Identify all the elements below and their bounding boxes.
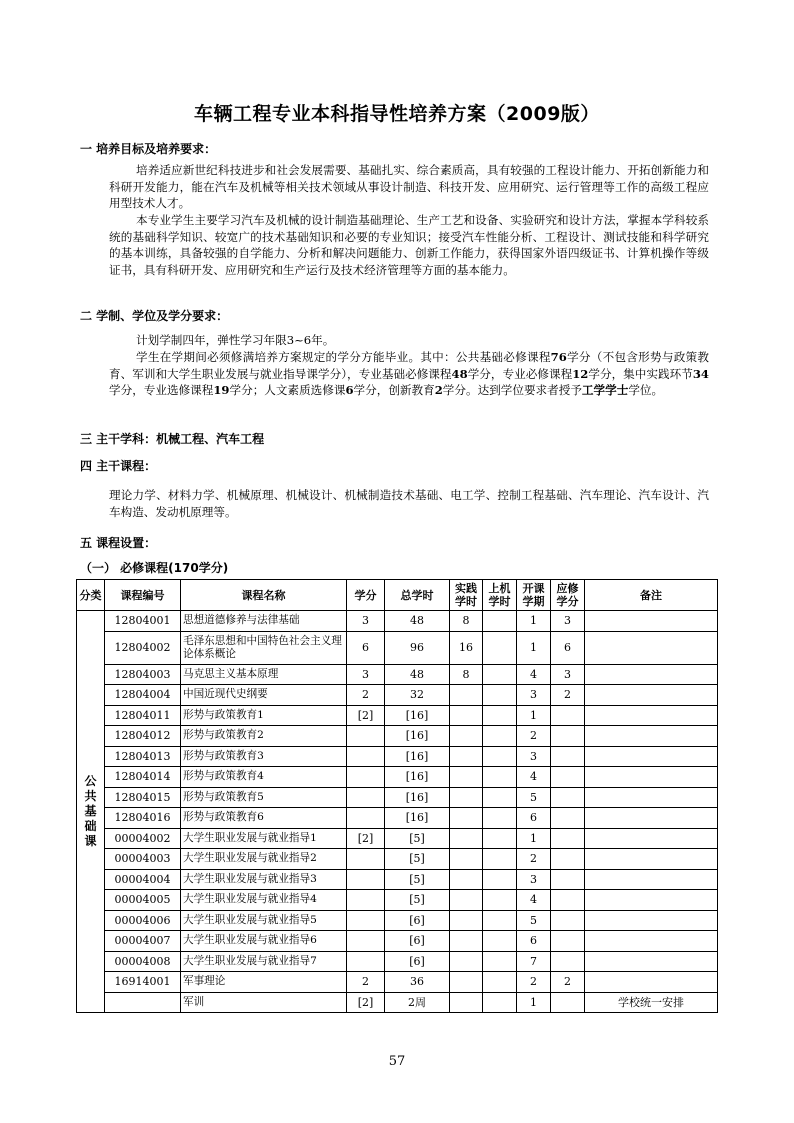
- cell-semester: 2: [517, 726, 551, 747]
- cell-code: [105, 992, 181, 1013]
- cell-remark: [585, 787, 718, 808]
- cell-name: 军训: [181, 992, 347, 1013]
- cell-semester: 3: [517, 869, 551, 890]
- cell-name: 思想道德修养与法律基础: [181, 611, 347, 632]
- cell-credits: [347, 931, 385, 952]
- cell-code: 12804016: [105, 808, 181, 829]
- cell-due: 6: [551, 631, 585, 664]
- cell-code: 12804013: [105, 746, 181, 767]
- cell-due: [551, 767, 585, 788]
- cell-code: 00004008: [105, 951, 181, 972]
- cell-name: 形势与政策教育1: [181, 705, 347, 726]
- cell-semester: 1: [517, 992, 551, 1013]
- cell-name: 形势与政策教育2: [181, 726, 347, 747]
- cell-practice: [450, 808, 483, 829]
- cell-due: [551, 705, 585, 726]
- cell-remark: [585, 685, 718, 706]
- cell-semester: 1: [517, 631, 551, 664]
- table-row: [77, 890, 718, 911]
- cell-remark: [585, 726, 718, 747]
- cell-computer: [483, 787, 517, 808]
- cell-remark: [585, 849, 718, 870]
- category-cell: [77, 611, 105, 1013]
- cell-credits: [347, 746, 385, 767]
- cell-code: 00004003: [105, 849, 181, 870]
- cell-name: 大学生职业发展与就业指导2: [181, 849, 347, 870]
- table-row: [77, 631, 718, 664]
- cell-credits: [2]: [347, 828, 385, 849]
- cell-practice: 16: [450, 631, 483, 664]
- section-2-paragraph-1: 计划学制四年，弹性学习年限3~6年。: [136, 333, 335, 347]
- header-practice-hours: 实践 学时: [450, 580, 483, 611]
- header-remark: 备注: [585, 580, 718, 611]
- table-row: [77, 951, 718, 972]
- cell-credits: [347, 726, 385, 747]
- section-1-paragraph-2: 本专业学生主要学习汽车及机械的设计制造基础理论、生产工艺和设备、实验研究和设计方法，掌握本学科较系统的基础科学知识、较宽广的技术基础知识和必要的专业知识；接受汽车性能分析、工程设计、测试技能和科学研究的基本训练，具备较强的自学能力、分析和解决问题能力、创新工作能力，获得国家外语四级证书、计算机操作等级证书，具有科研开发、应用研究和生产运行及技术经济管理等方面的基本能力。: [109, 213, 709, 277]
- cell-semester: 6: [517, 931, 551, 952]
- cell-name: 军事理论: [181, 972, 347, 993]
- cell-computer: [483, 726, 517, 747]
- cell-computer: [483, 685, 517, 706]
- table-row: [77, 931, 718, 952]
- cell-due: [551, 951, 585, 972]
- cell-credits: [347, 869, 385, 890]
- cell-remark: [585, 828, 718, 849]
- cell-semester: 7: [517, 951, 551, 972]
- section-2-heading: 二 学制、学位及学分要求：: [80, 309, 229, 323]
- section-1-heading: 一 培养目标及培养要求：: [80, 142, 217, 156]
- cell-credits: 3: [347, 611, 385, 632]
- table-row: [77, 705, 718, 726]
- cell-code: 12804011: [105, 705, 181, 726]
- table-row: [77, 685, 718, 706]
- cell-remark: [585, 705, 718, 726]
- cell-computer: [483, 611, 517, 632]
- cell-due: [551, 828, 585, 849]
- cell-practice: [450, 849, 483, 870]
- section-5-heading: 五 课程设置：: [80, 536, 157, 550]
- cell-computer: [483, 664, 517, 685]
- cell-name: 形势与政策教育4: [181, 767, 347, 788]
- cell-due: 3: [551, 664, 585, 685]
- header-semester: 开课 学期: [517, 580, 551, 611]
- cell-credits: 6: [347, 631, 385, 664]
- section-4-paragraph: 理论力学、材料力学、机械原理、机械设计、机械制造技术基础、电工学、控制工程基础、汽车理论、汽车设计、汽车构造、发动机原理等。: [109, 488, 709, 519]
- cell-hours: [5]: [385, 828, 450, 849]
- cell-computer: [483, 631, 517, 664]
- cell-due: [551, 910, 585, 931]
- cell-semester: 3: [517, 746, 551, 767]
- table-row: [77, 910, 718, 931]
- cell-code: 00004007: [105, 931, 181, 952]
- cell-remark: [585, 890, 718, 911]
- table-row: [77, 828, 718, 849]
- cell-name: 马克思主义基本原理: [181, 664, 347, 685]
- table-row: [77, 611, 718, 632]
- cell-name: 毛泽东思想和中国特色社会主义理论体系概论: [181, 631, 347, 664]
- cell-due: [551, 726, 585, 747]
- cell-name: 大学生职业发展与就业指导7: [181, 951, 347, 972]
- cell-hours: [6]: [385, 951, 450, 972]
- section-1-paragraph-1: 培养适应新世纪科技进步和社会发展需要、基础扎实、综合素质高，具有较强的工程设计能力、开拓创新能力和科研开发能力，能在汽车及机械等相关技术领域从事设计制造、科技开发、应用研究、运行管理等工作的高级工程应用型技术人才。: [109, 163, 709, 211]
- cell-code: 12804001: [105, 611, 181, 632]
- cell-practice: [450, 869, 483, 890]
- cell-computer: [483, 767, 517, 788]
- cell-remark: [585, 808, 718, 829]
- cell-hours: 96: [385, 631, 450, 664]
- cell-name: 形势与政策教育5: [181, 787, 347, 808]
- cell-code: 12804004: [105, 685, 181, 706]
- cell-code: 12804015: [105, 787, 181, 808]
- cell-practice: [450, 705, 483, 726]
- cell-credits: [347, 787, 385, 808]
- cell-computer: [483, 951, 517, 972]
- cell-name: 大学生职业发展与就业指导3: [181, 869, 347, 890]
- cell-semester: 1: [517, 611, 551, 632]
- cell-name: 大学生职业发展与就业指导4: [181, 890, 347, 911]
- cell-hours: 48: [385, 611, 450, 632]
- cell-practice: [450, 931, 483, 952]
- cell-computer: [483, 849, 517, 870]
- cell-hours: [6]: [385, 910, 450, 931]
- cell-remark: [585, 869, 718, 890]
- table-row: [77, 808, 718, 829]
- cell-practice: [450, 992, 483, 1013]
- table-row: [77, 767, 718, 788]
- page-number: 57: [388, 1054, 406, 1069]
- table-row: [77, 992, 718, 1013]
- cell-practice: 8: [450, 611, 483, 632]
- cell-semester: 4: [517, 664, 551, 685]
- table-row: [77, 849, 718, 870]
- cell-code: 00004004: [105, 869, 181, 890]
- cell-name: 中国近现代史纲要: [181, 685, 347, 706]
- cell-due: [551, 849, 585, 870]
- cell-hours: 2周: [385, 992, 450, 1013]
- cell-hours: [16]: [385, 808, 450, 829]
- section-5-subheading: （一） 必修课程(170学分): [80, 561, 229, 575]
- cell-credits: 2: [347, 972, 385, 993]
- table-row: [77, 869, 718, 890]
- cell-remark: [585, 951, 718, 972]
- cell-hours: [5]: [385, 869, 450, 890]
- cell-hours: 36: [385, 972, 450, 993]
- cell-hours: [16]: [385, 726, 450, 747]
- cell-hours: [16]: [385, 746, 450, 767]
- cell-computer: [483, 808, 517, 829]
- cell-semester: 6: [517, 808, 551, 829]
- cell-due: [551, 890, 585, 911]
- cell-practice: 8: [450, 664, 483, 685]
- header-required-credits: 应修 学分: [551, 580, 585, 611]
- cell-credits: [2]: [347, 705, 385, 726]
- cell-computer: [483, 931, 517, 952]
- cell-practice: [450, 767, 483, 788]
- category-label: 公共基础课: [84, 774, 97, 848]
- cell-practice: [450, 890, 483, 911]
- required-courses-table: [76, 579, 718, 1013]
- cell-credits: [347, 910, 385, 931]
- cell-credits: [2]: [347, 992, 385, 1013]
- cell-name: 形势与政策教育3: [181, 746, 347, 767]
- cell-credits: 2: [347, 685, 385, 706]
- cell-hours: [5]: [385, 849, 450, 870]
- cell-remark: [585, 910, 718, 931]
- table-header-row: [77, 580, 718, 611]
- cell-semester: 1: [517, 705, 551, 726]
- cell-name: 大学生职业发展与就业指导6: [181, 931, 347, 952]
- cell-credits: [347, 951, 385, 972]
- cell-remark: [585, 664, 718, 685]
- cell-name: 大学生职业发展与就业指导1: [181, 828, 347, 849]
- section-3-heading: 三 主干学科：机械工程、汽车工程: [80, 432, 265, 446]
- cell-semester: 2: [517, 972, 551, 993]
- cell-practice: [450, 685, 483, 706]
- cell-code: 16914001: [105, 972, 181, 993]
- header-course-name: 课程名称: [181, 580, 347, 611]
- cell-due: [551, 746, 585, 767]
- table-row: [77, 726, 718, 747]
- cell-code: 00004006: [105, 910, 181, 931]
- page-title: 车辆工程专业本科指导性培养方案（2009版）: [194, 103, 600, 125]
- cell-remark: 学校统一安排: [585, 992, 718, 1013]
- header-category: 分类: [77, 580, 105, 611]
- cell-name: 形势与政策教育6: [181, 808, 347, 829]
- cell-remark: [585, 611, 718, 632]
- cell-due: 3: [551, 611, 585, 632]
- cell-credits: [347, 808, 385, 829]
- cell-remark: [585, 931, 718, 952]
- cell-code: 12804003: [105, 664, 181, 685]
- cell-due: [551, 931, 585, 952]
- table-row: [77, 664, 718, 685]
- cell-computer: [483, 890, 517, 911]
- cell-semester: 5: [517, 910, 551, 931]
- cell-semester: 5: [517, 787, 551, 808]
- cell-computer: [483, 992, 517, 1013]
- cell-remark: [585, 972, 718, 993]
- cell-code: 00004002: [105, 828, 181, 849]
- table-row: [77, 787, 718, 808]
- cell-credits: 3: [347, 664, 385, 685]
- cell-practice: [450, 726, 483, 747]
- cell-hours: [16]: [385, 705, 450, 726]
- cell-due: 2: [551, 685, 585, 706]
- section-2-paragraph-2: 学生在学期间必须修满培养方案规定的学分方能毕业。其中：公共基础必修课程76学分（不包含形势与政策教育、军训和大学生职业发展与就业指导课学分），专业基础必修课程48学分，专业必修课程12学分，集中实践环节34学分，专业选修课程19学分；人文素质选修课6学分，创新教育2学分。达到学位要求者授予工学学士学位。: [109, 350, 709, 398]
- cell-due: [551, 808, 585, 829]
- cell-hours: [6]: [385, 931, 450, 952]
- cell-practice: [450, 972, 483, 993]
- header-credits: 学分: [347, 580, 385, 611]
- header-course-code: 课程编号: [105, 580, 181, 611]
- cell-hours: [16]: [385, 787, 450, 808]
- section-4-heading: 四 主干课程：: [80, 459, 157, 473]
- cell-code: 12804012: [105, 726, 181, 747]
- cell-computer: [483, 705, 517, 726]
- cell-credits: [347, 890, 385, 911]
- cell-due: [551, 869, 585, 890]
- header-total-hours: 总学时: [385, 580, 450, 611]
- cell-computer: [483, 910, 517, 931]
- cell-practice: [450, 828, 483, 849]
- table-row: [77, 746, 718, 767]
- cell-remark: [585, 631, 718, 664]
- cell-semester: 4: [517, 890, 551, 911]
- cell-semester: 4: [517, 767, 551, 788]
- cell-remark: [585, 746, 718, 767]
- cell-semester: 1: [517, 828, 551, 849]
- cell-due: [551, 787, 585, 808]
- cell-practice: [450, 787, 483, 808]
- cell-semester: 2: [517, 849, 551, 870]
- cell-computer: [483, 869, 517, 890]
- cell-hours: [5]: [385, 890, 450, 911]
- cell-semester: 3: [517, 685, 551, 706]
- cell-practice: [450, 746, 483, 767]
- cell-due: [551, 992, 585, 1013]
- cell-hours: 32: [385, 685, 450, 706]
- cell-code: 12804002: [105, 631, 181, 664]
- cell-practice: [450, 910, 483, 931]
- cell-code: 12804014: [105, 767, 181, 788]
- cell-computer: [483, 828, 517, 849]
- cell-credits: [347, 767, 385, 788]
- cell-practice: [450, 951, 483, 972]
- cell-hours: 48: [385, 664, 450, 685]
- cell-hours: [16]: [385, 767, 450, 788]
- cell-due: 2: [551, 972, 585, 993]
- cell-credits: [347, 849, 385, 870]
- cell-computer: [483, 746, 517, 767]
- cell-remark: [585, 767, 718, 788]
- header-computer-hours: 上机 学时: [483, 580, 517, 611]
- cell-name: 大学生职业发展与就业指导5: [181, 910, 347, 931]
- table-row: [77, 972, 718, 993]
- cell-computer: [483, 972, 517, 993]
- cell-code: 00004005: [105, 890, 181, 911]
